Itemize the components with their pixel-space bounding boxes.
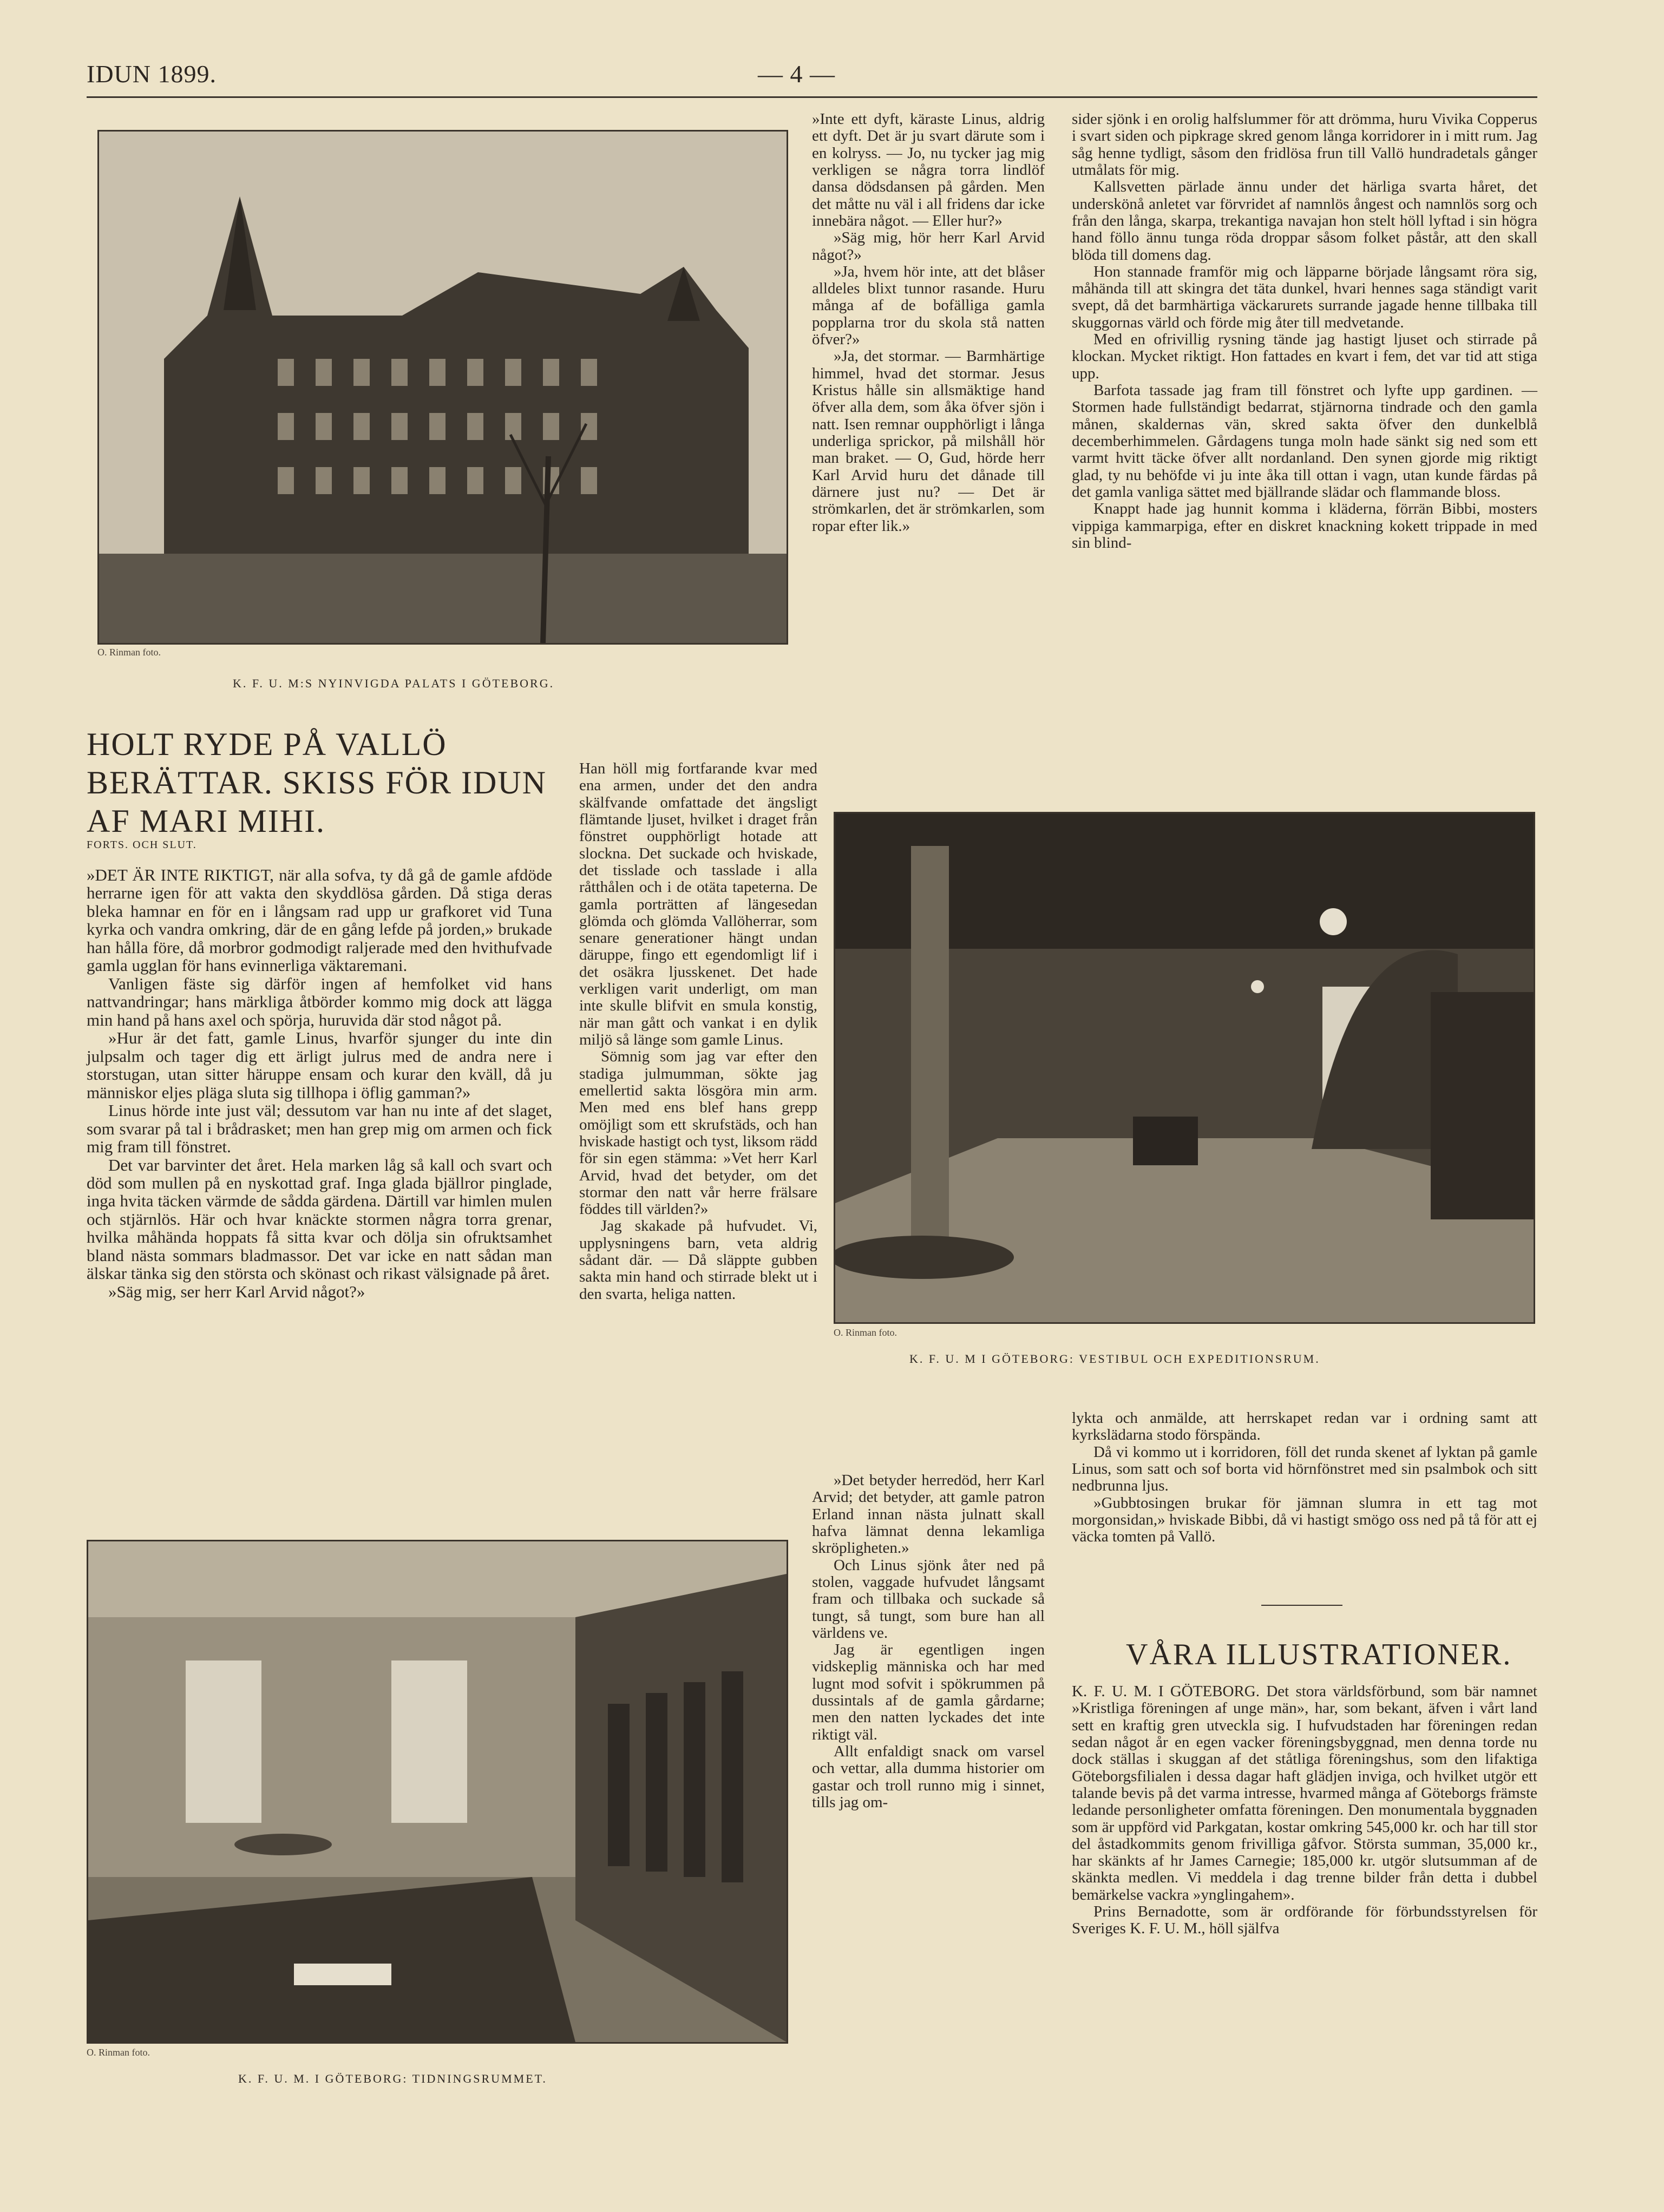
story-paragraph: »DET ÄR INTE RIKTIGT, när alla sofva, ty då gå de gamle afdöde herrarne igen för att vakta den skyddlösa gården. Då stiga deras bleka hamnar en för en i långsam rad upp ur grafkoret vid Tuna kyrka och vandra omkring, där de en gång lefde på jorden,» brukade han hålla före, då morbror godmodigt raljerade med den hvithufvade gamla ugglan för hans evinnerliga väktaremani. <box>87 865 552 975</box>
story-subtitle: FORTS. OCH SLUT. <box>87 839 197 851</box>
palace-illustration <box>99 132 787 643</box>
story-paragraph: Allt enfaldigt snack om varsel och vettar, alla dumma historier om gastar och troll runno mig i sinnet, tills jag om- <box>812 1743 1045 1811</box>
illustrations-title: VÅRA ILLUSTRATIONER. <box>1126 1638 1512 1671</box>
vestibule-photo <box>834 812 1535 1324</box>
vestibule-illustration <box>835 813 1534 1322</box>
story-column-3-top <box>1072 111 1537 552</box>
story-column-2-bottom <box>812 1472 1045 1811</box>
story-paragraph: Då vi kommo ut i korridoren, föll det runda skenet af lyktan på gamle Linus, som satt och sof borta vid hörnfönstret med sin psalmbok och sitt nedbrunna ljus. <box>1072 1443 1537 1495</box>
story-paragraph: Hon stannade framför mig och läpparne började långsamt röra sig, måhända till att skingra det täta dunkel, hvari hennes saga ständigt varit svept, då det barmhärtiga väckarurets surrande jagade henne tillbaka till skuggornas värld och förde mig åter till medvetande. <box>1072 262 1537 331</box>
reading-room-photo <box>87 1540 788 2044</box>
story-paragraph: »Säg mig, ser herr Karl Arvid något?» <box>108 1282 365 1301</box>
story-column-1 <box>87 866 552 1301</box>
story-paragraph: Och Linus sjönk åter ned på stolen, vaggade hufvudet långsamt fram och tillbaka och suckade så tungt, så tungt, som bure han all världens ve. <box>812 1556 1045 1642</box>
story-paragraph: Med en ofrivillig rysning tände jag hastigt ljuset och stirrade på klockan. Mycket riktigt. Hon fattades en kvart i fem, det var tid att stiga upp. <box>1072 331 1537 382</box>
palace-photo <box>97 130 788 645</box>
vestibule-photo-credit: O. Rinman foto. <box>834 1327 897 1338</box>
story-paragraph: Jag skakade på hufvudet. Vi, upplysningens barn, veta aldrig sådant där. — Då släppte gubben sakta min hand och stirrade blekt ut i den svarta, heliga natten. <box>579 1217 817 1303</box>
story-column-2-mid <box>579 760 817 1303</box>
story-paragraph: Han höll mig fortfarande kvar med ena armen, under det den andra skälfvande omfattade det ängsligt flämtande ljuset, hvilket i draget från fönstret oupphörligt hotade att slockna. Det suckade och hviskade, det tisslade och tasslade i alla råtthålen och i de otäta tapeterna. De gamla porträtten af längesedan glömda och glömda Vallöherrar, som senare generationer hängt undan däruppe, fingo ett egendomligt lif i det osäkra ljusskenet. Det hade verkligen varit underligt, om man inte skulle blifvit en smula konstig, när man gått och vankat i en dylik miljö så länge som gamle Linus. <box>579 760 817 1048</box>
story-paragraph: »Inte ett dyft, käraste Linus, aldrig ett dyft. Det är ju svart därute som i en kolryss. — Jo, nu tycker jag mig verkligen se några torra lindlöf dansa dödsdansen på gården. Men det måtte nu väl i all fridens dar icke innebära något. — Eller hur?» <box>812 110 1045 229</box>
story-paragraph: lykta och anmälde, att herrskapet redan var i ordning samt att kyrkslädarna stodo förspända. <box>1072 1409 1537 1444</box>
story-paragraph: »Det betyder herredöd, herr Karl Arvid; det betyder, att gamle patron Erland innan nästa julnatt skall hafva lämnat denna lekamliga skröpligheten.» <box>812 1472 1045 1557</box>
vestibule-photo-caption: K. F. U. M I GÖTEBORG: VESTIBUL OCH EXPEDITIONSRUM. <box>909 1352 1320 1366</box>
header-rule <box>87 96 1537 98</box>
palace-photo-caption: K. F. U. M:S NYINVIGDA PALATS I GÖTEBORG. <box>233 677 555 690</box>
reading-room-photo-caption: K. F. U. M. I GÖTEBORG: TIDNINGSRUMMET. <box>238 2072 547 2085</box>
story-paragraph: »Ja, det stormar. — Barmhärtige himmel, hvad det stormar. Jesus Kristus hålle sin allsmäktige hand öfver alla dem, som åka öfver sjön i natt. Isen remnar oupphörligt i långa underliga sprickor, på milshåll hör man braket. — O, Gud, hörde herr Karl Arvid huru det dånade till därnere just nu? — Det är strömkarlen, det är strömkarlen, som ropar efter lik.» <box>812 347 1045 535</box>
story-paragraph: Kallsvetten pärlade ännu under det härliga svarta håret, det underskönå anletet var förvridet af namnlös ångest och namnlös sorg och från den långa, skarpa, trekantiga navajan hon stelt höll lyftad i sin högra hand föllo ännu tunga röda droppar såsom folket påstår, att den skall blöda till domens dag. <box>1072 178 1537 264</box>
story-paragraph: »Ja, hvem hör inte, att det blåser alldeles blixt tunnor rasande. Huru många af de bofälliga gamla popplarna tror du skola stå natten öfver?» <box>812 262 1045 349</box>
story-paragraph: Knappt hade jag hunnit komma i kläderna, förrän Bibbi, mosters vippiga kammarpiga, efter en diskret knackning kokett trippade in med sin blind- <box>1072 500 1537 552</box>
story-paragraph: Barfota tassade jag fram till fönstret och lyfte upp gardinen. — Stormen hade fullständigt bedarrat, stjärnorna tindrade och den gamla månen, skaldernas vän, skred sakta öfver den dunkelblå decemberhimmelen. Gårdagens tunga moln hade sänkt sig ned som ett varmt hvitt täcke öfver allt nordanland. Den synen gjorde mig riktigt glad, ty nu behöfde vi ju inte åka till ottan i vagn, utan kunde färdas på det gamla vanliga sättet med bjällrande slädar och flammande bloss. <box>1072 382 1537 501</box>
publication-name: IDUN 1899. <box>87 60 217 88</box>
story-paragraph: Linus hörde inte just väl; dessutom var han nu inte af det slaget, som svarar på tal i brådrasket; men han grep mig om armen och fick mig fram till fönstret. <box>87 1101 552 1157</box>
story-paragraph: Jag är egentligen ingen vidskeplig människa och har med lugnt mod sofvit i spökrummen på dussintals af de gamla gårdarne; men den natten lyckades det inte riktigt väl. <box>812 1641 1045 1743</box>
story-column-3-mid <box>1072 1410 1537 1546</box>
story-paragraph: Sömnig som jag var efter den stadiga julmumman, sökte jag emellertid sakta lösgöra min arm. Men med ens blef hans grepp omöjligt som ett skrufstäds, och han hviskade hastigt och tyst, liksom rädd för sin egen stämma: »Vet herr Karl Arvid, hvad det betyder, om det stormar den natt vår herre frälsare föddes till världen?» <box>579 1048 817 1218</box>
story-paragraph: »Säg mig, hör herr Karl Arvid något?» <box>812 229 1045 264</box>
page-number: — 4 — <box>758 60 835 88</box>
story-column-2-top <box>812 111 1045 535</box>
story-paragraph: Vanligen fäste sig därför ingen af hemfolket vid hans nattvandringar; hans märkliga åtbörder kommo mig dock att lägga min hand på hans axel och spörja, huruvida där stod något på. <box>87 974 552 1029</box>
reading-room-illustration <box>88 1541 787 2042</box>
palace-photo-credit: O. Rinman foto. <box>97 647 161 658</box>
reading-room-photo-credit: O. Rinman foto. <box>87 2047 150 2058</box>
illustrations-column <box>1072 1683 1537 1938</box>
illustrations-paragraph: Prins Bernadotte, som är ordförande för förbundsstyrelsen för Sveriges K. F. U. M., höll själfva <box>1072 1903 1537 1938</box>
story-end-rule <box>1261 1605 1342 1606</box>
story-paragraph: »Hur är det fatt, gamle Linus, hvarför sjunger du inte din julpsalm och tager dig ett ärligt julrus med de andra nere i storstugan, utan sitter häruppe ensam och kurar den kväll, då ju människor eljes pläga sluta sig tillhopa i öflig gamman?» <box>87 1028 552 1102</box>
story-paragraph: sider sjönk i en orolig halfslummer för att drömma, huru Vivika Copperus i svart siden och pipkrage skred genom långa korridorer in i mitt rum. Jag såg henne tydligt, såsom den fridlösa frun till Vallö hundradetals gånger utmålats för mig. <box>1072 110 1537 179</box>
story-paragraph: »Gubbtosingen brukar för jämnan slumra in ett tag mot morgonsidan,» hviskade Bibbi, då vi hastigt smögo oss ned på tå för att ej väcka tomten på Vallö. <box>1072 1494 1537 1546</box>
illustrations-paragraph: K. F. U. M. I GÖTEBORG. Det stora världsförbund, som bär namnet »Kristliga föreningen af unge män», har, som bekant, äfven i vårt land sett en kraftig gren utveckla sig. I hufvudstaden har föreningen redan sedan något år en egen vacker föreningsbyggnad, men denna torde nu dock ställas i skuggan af det ståtliga föreningshus, som den lifaktiga Göteborgsfilialen i dessa dagar haft glädjen inviga, och hvilket utgör ett talande bevis på det varma intresse, hvarmed många af Göteborgs främste ledande personligheter omfatta föreningen. Den monumentala byggnaden som är uppförd vid Parkgatan, kostar omkring 545,000 kr. och har till stor del åstadkommits genom frivilliga gåfvor. Största summan, 35,000 kr., har skänkts af hr James Carnegie; 185,000 kr. utgör slutsumman af de skänkta medlen. Vi meddela i dag trenne bilder från detta i dubbel bemärkelse vackra »ynglingahem». <box>1072 1683 1537 1903</box>
story-title: HOLT RYDE PÅ VALLÖ BERÄTTAR. SKISS FÖR IDUN AF MARI MIHI. <box>87 726 547 839</box>
story-paragraph: Det var barvinter det året. Hela marken låg så kall och svart och död som mullen på en nyskottad graf. Inga glada bjällror pinglade, inga hvita täcken värmde de sådda gärdena. Därtill var himlen mulen och stjärnlös. Här och hvar knäckte stormen några torra grenar, hvilka måhända hoppats få sitta kvar och dölja sin ofruktsamhet bland nästa sommars bladmassor. Det var icke en natt sådan man älskar tänka sig den största och skönast och rikast välsignade på året. <box>87 1155 552 1283</box>
